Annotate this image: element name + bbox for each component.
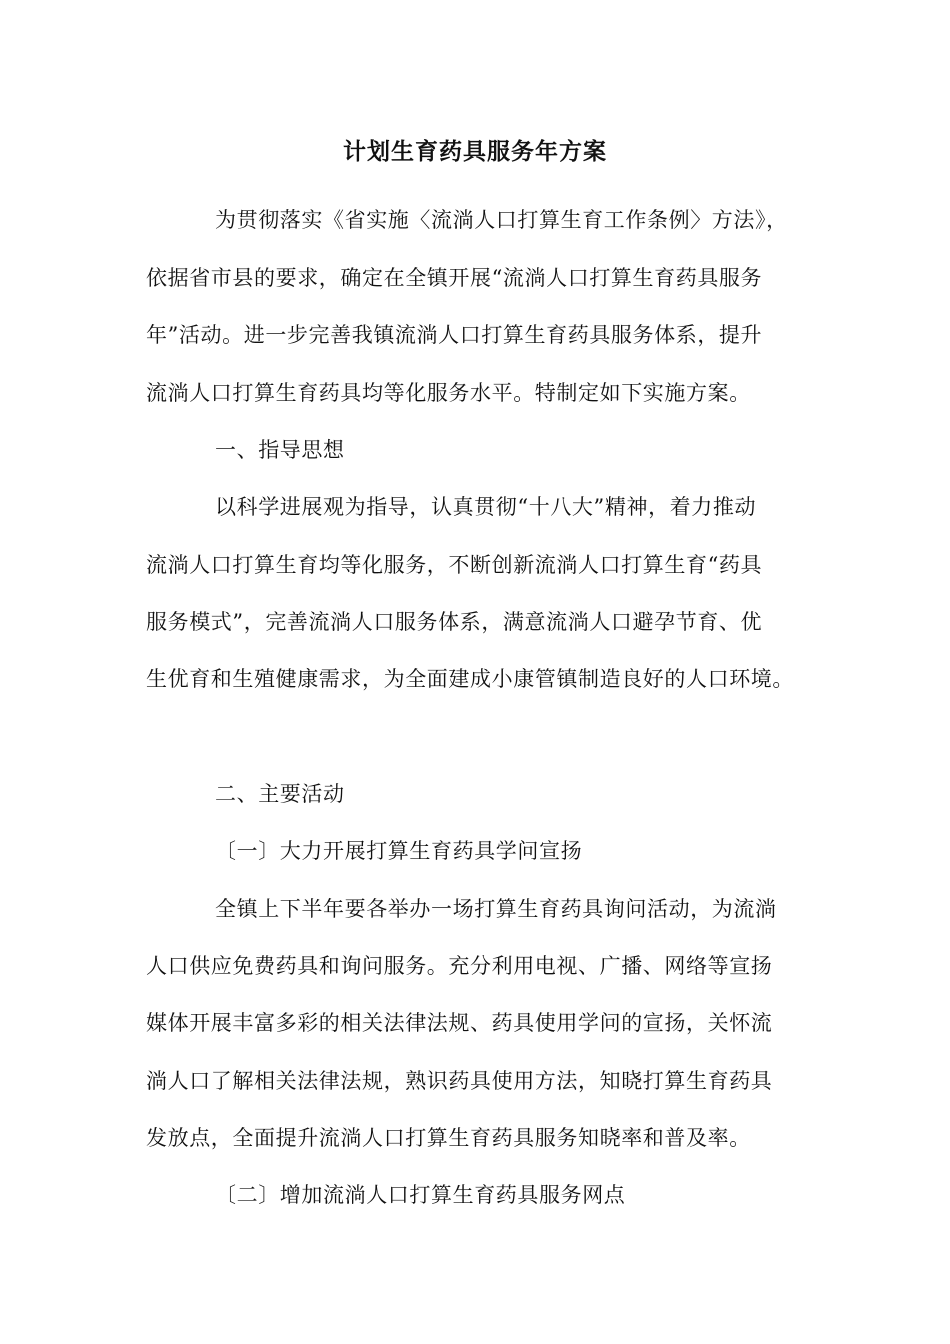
paragraph-line: 依据省市县的要求，确定在全镇开展“流淌人口打算生育药具服务 xyxy=(146,266,763,290)
paragraph-line: 为贯彻落实《省实施〈流淌人口打算生育工作条例〉方法》， xyxy=(215,208,788,232)
paragraph-line: 人口供应免费药具和询问服务。充分利用电视、广播、网络等宣扬 xyxy=(146,954,773,978)
paragraph-line: 以科学进展观为指导，认真贯彻“十八大”精神，着力推动 xyxy=(215,495,757,519)
paragraph-line: 生优育和生殖健康需求，为全面建成小康管镇制造良好的人口环境。 xyxy=(146,667,794,691)
subsection-heading: 〔二〕增加流淌人口打算生育药具服务网点 xyxy=(215,1183,626,1207)
section-heading: 一、指导思想 xyxy=(215,438,345,462)
paragraph-line: 年”活动。进一步完善我镇流淌人口打算生育药具服务体系，提升 xyxy=(146,323,763,347)
paragraph-line: 媒体开展丰富多彩的相关法律法规、药具使用学问的宣扬，关怀流 xyxy=(146,1011,773,1035)
paragraph-line: 服务模式”，完善流淌人口服务体系，满意流淌人口避孕节育、优 xyxy=(146,610,763,634)
paragraph-line: 发放点，全面提升流淌人口打算生育药具服务知晓率和普及率。 xyxy=(146,1126,751,1150)
paragraph-line: 流淌人口打算生育药具均等化服务水平。特制定如下实施方案。 xyxy=(146,381,751,405)
subsection-heading: 〔一〕大力开展打算生育药具学问宣扬 xyxy=(215,839,583,863)
paragraph-line: 流淌人口打算生育均等化服务，不断创新流淌人口打算生育“药具 xyxy=(146,553,763,577)
section-heading: 二、主要活动 xyxy=(215,782,345,806)
paragraph-line: 全镇上下半年要各举办一场打算生育药具询问活动，为流淌 xyxy=(215,897,777,921)
document-title: 计划生育药具服务年方案 xyxy=(343,139,607,165)
paragraph-line: 淌人口了解相关法律法规，熟识药具使用方法，知晓打算生育药具 xyxy=(146,1069,773,1093)
